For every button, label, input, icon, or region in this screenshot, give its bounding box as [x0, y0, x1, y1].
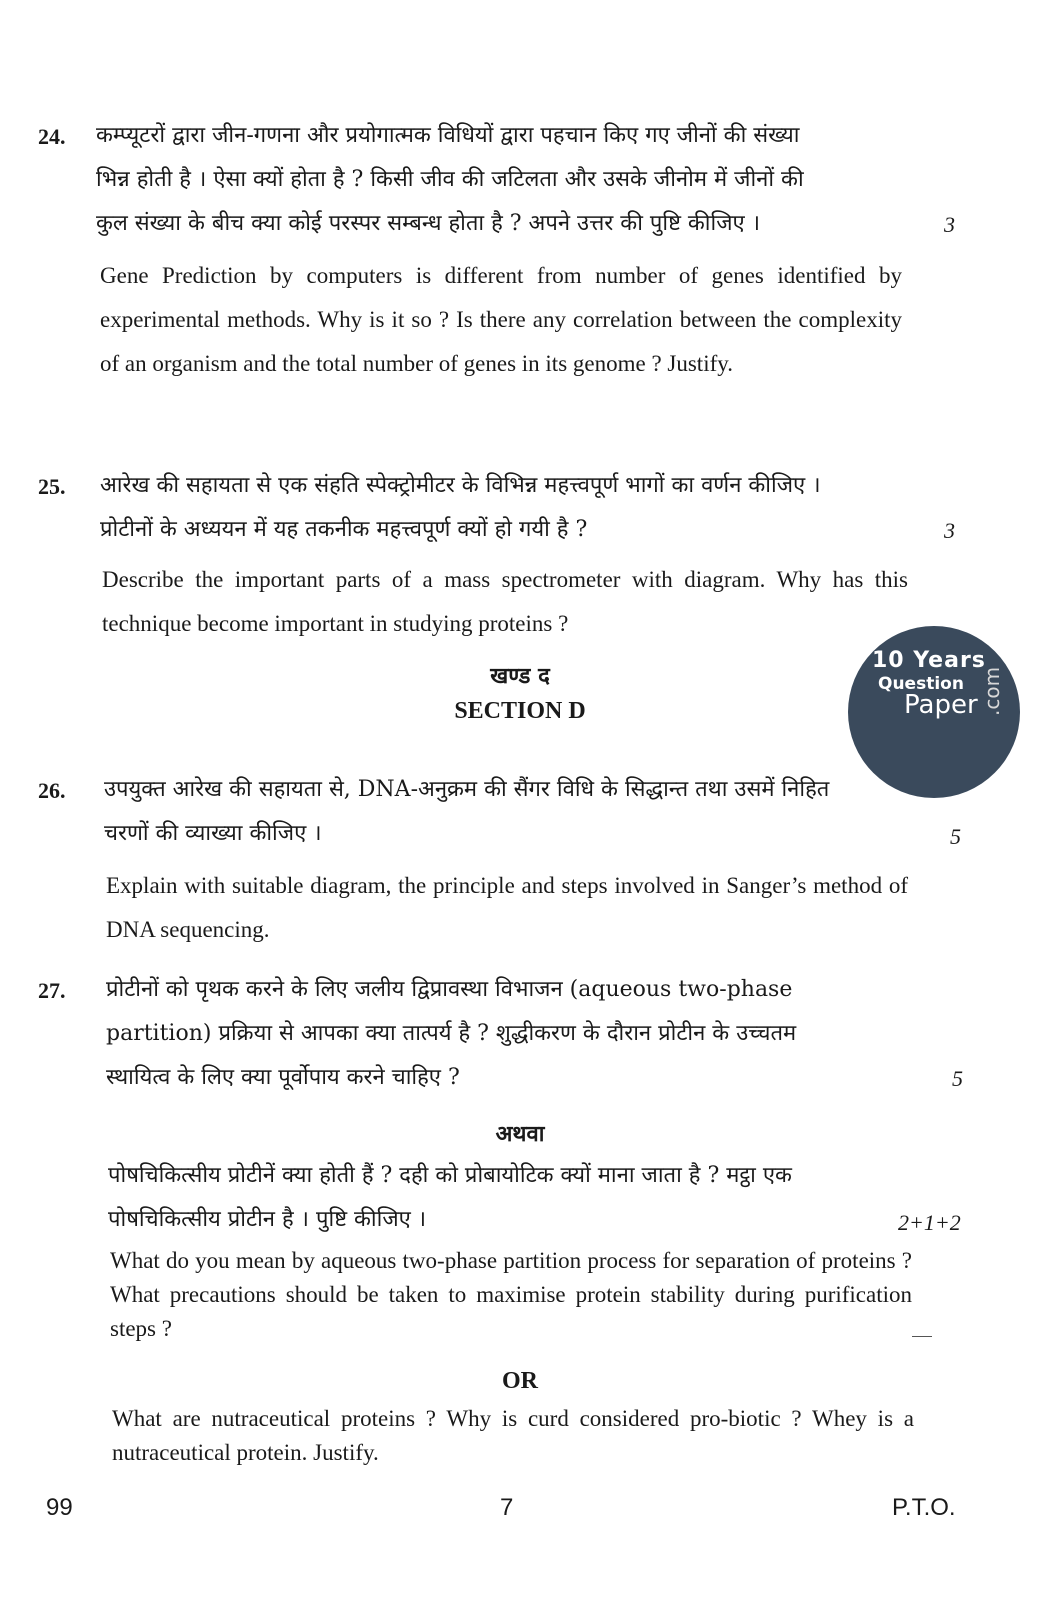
question-25-english: Describe the important parts of a mass spectrometer with diagram. Why has this technique become important in studying proteins ?	[102, 567, 908, 636]
question-number: 27.	[38, 978, 66, 1003]
question-number: 26.	[38, 778, 66, 803]
pto-label: P.T.O.	[892, 1494, 956, 1521]
or-heading: OR	[502, 1368, 538, 1394]
paper-code: 99	[46, 1494, 73, 1521]
question-27-english: What do you mean by aqueous two-phase partition process for separation of proteins ? What precautions should be taken to maximise protein stability during purification steps ?	[110, 1248, 912, 1341]
hindi-line: आरेख की सहायता से एक संहति स्पेक्ट्रोमीटर के विभिन्न महत्त्वपूर्ण भागों का वर्णन कीजिए ।	[100, 473, 821, 498]
question-27-hindi	[106, 968, 912, 1100]
hindi-line: पोषचिकित्सीय प्रोटीन है । पुष्टि कीजिए ।	[108, 1207, 427, 1232]
hindi-line: partition) प्रक्रिया से आपका क्या तात्पर्य है ? शुद्धीकरण के दौरान प्रोटीन के उच्चतम	[106, 1021, 797, 1046]
hindi-line: भिन्न होती है । ऐसा क्यों होता है ? किसी जीव की जटिलता और उसके जीनोम में जीनों की	[96, 167, 804, 192]
marks: 5	[950, 824, 961, 849]
hindi-line: प्रोटीनों को पृथक करने के लिए जलीय द्विप्रावस्था विभाजन (aqueous two-phase	[106, 977, 793, 1002]
page-number: 7	[500, 1494, 514, 1521]
question-number: 24.	[38, 124, 66, 149]
section-heading-hindi: खण्ड द	[490, 663, 550, 689]
watermark-text: Paper	[904, 690, 978, 720]
question-25-hindi	[100, 464, 920, 552]
watermark-text: 10 Years	[872, 648, 986, 673]
question-24-hindi	[96, 114, 906, 246]
marks: 3	[944, 212, 955, 237]
hindi-line: कुल संख्या के बीच क्या कोई परस्पर सम्बन्ध होता है ? अपने उत्तर की पुष्टि कीजिए ।	[96, 211, 761, 236]
marks: 2+1+2	[898, 1210, 961, 1235]
watermark-text: Question	[878, 674, 964, 694]
marks: 5	[952, 1066, 963, 1091]
hindi-line: प्रोटीनों के अध्ययन में यह तकनीक महत्त्वपूर्ण क्यों हो गयी है ?	[100, 517, 588, 542]
question-24-english: Gene Prediction by computers is different from number of genes identified by experimental methods. Why is it so ? Is there any correlation between the complexity of an organism and the total number of genes in its genome ? Justify.	[100, 263, 902, 376]
or-heading-hindi: अथवा	[495, 1121, 545, 1147]
hindi-line: कम्प्यूटरों द्वारा जीन-गणना और प्रयोगात्मक विधियों द्वारा पहचान किए गए जीनों की संख्या	[96, 123, 800, 148]
hindi-line: पोषचिकित्सीय प्रोटीनें क्या होती हैं ? दही को प्रोबायोटिक क्यों माना जाता है ? मट्ठा एक	[108, 1163, 792, 1188]
divider	[912, 1336, 932, 1337]
question-number: 25.	[38, 474, 66, 499]
question-26-hindi	[104, 768, 914, 856]
hindi-line: उपयुक्त आरेख की सहायता से, DNA-अनुक्रम की सैंगर विधि के सिद्धान्त तथा उसमें निहित	[104, 777, 830, 802]
watermark-text: .com	[980, 666, 1004, 716]
question-27-alt-hindi	[108, 1154, 912, 1242]
hindi-line: चरणों की व्याख्या कीजिए ।	[104, 821, 322, 846]
section-heading: SECTION D	[454, 698, 586, 724]
hindi-line: स्थायित्व के लिए क्या पूर्वोपाय करने चाहिए ?	[106, 1065, 460, 1090]
marks: 3	[944, 518, 955, 543]
question-26-english: Explain with suitable diagram, the principle and steps involved in Sanger’s method of DNA sequencing.	[106, 873, 908, 942]
question-27-alt-english: What are nutraceutical proteins ? Why is curd considered pro-biotic ? Whey is a nutraceutical protein. Justify.	[112, 1406, 914, 1465]
